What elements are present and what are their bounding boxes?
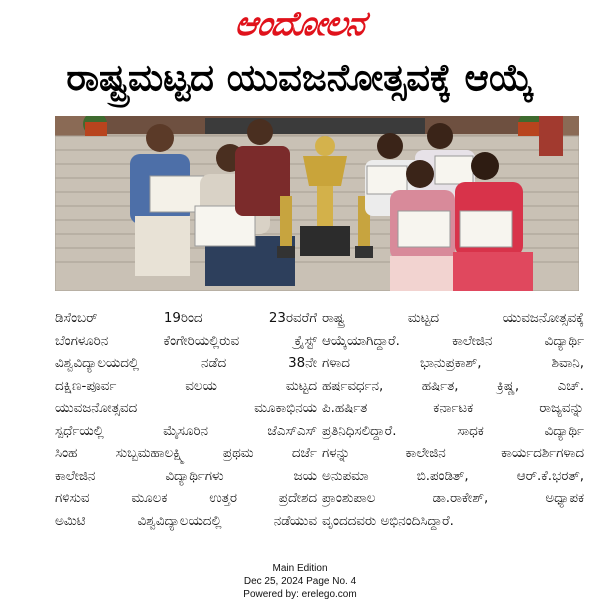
article-line: ದಕ್ಷಿಣ-ಪೂರ್ವ ವಲಯ ಮಟ್ಟದ bbox=[55, 378, 317, 394]
students-with-trophies-photo bbox=[55, 116, 579, 291]
article-column-left bbox=[55, 308, 317, 553]
article-photo bbox=[55, 116, 579, 291]
article-headline: ರಾಷ್ಟ್ರಮಟ್ಟದ ಯುವಜನೋತ್ಸವಕ್ಕೆ ಆಯ್ಕೆ bbox=[66, 56, 534, 99]
masthead-logo-text: ಆಂದೋಲನ bbox=[232, 4, 368, 44]
article-line: ವಿಶ್ವವಿದ್ಯಾಲಯದಲ್ಲಿ ನಡೆದ 38ನೇ bbox=[55, 356, 317, 371]
article-line: ಅಮಿಟಿ ವಿಶ್ವವಿದ್ಯಾಲಯದಲ್ಲಿ ನಡೆಯುವ bbox=[55, 513, 317, 529]
article-line: ರಾಷ್ಟ್ರ ಮಟ್ಟದ ಯುವಜನೋತ್ಸವಕ್ಕೆ bbox=[322, 311, 584, 326]
article-column-right bbox=[322, 308, 584, 553]
article-line: ಗಳಿಸುವ ಮೂಲಕ ಉತ್ತರ ಪ್ರದೇಶದ bbox=[55, 491, 317, 506]
article-line: ವೃಂದದವರು ಅಭಿನಂದಿಸಿದ್ದಾರೆ. bbox=[322, 513, 454, 529]
edition-label: Main Edition bbox=[272, 563, 328, 574]
article-line: ಸಿಂಹ ಸುಬ್ಬಮಹಾಲಕ್ಷ್ಮಿ ಪ್ರಥಮ ದರ್ಜೆ bbox=[55, 446, 317, 461]
article-line: ಡಿಸೆಂಬರ್ 19ರಿಂದ 23ರವರೆಗೆ bbox=[55, 311, 317, 326]
article-line: ಗಳನ್ನು ಕಾಲೇಜಿನ ಕಾರ್ಯದರ್ಶಿಗಳಾದ bbox=[322, 446, 584, 461]
article-line: ಯುವಜನೋತ್ಸವದ ಮೂಕಾಭಿನಯ bbox=[55, 401, 317, 416]
article-line: ಕಾಲೇಜಿನ ವಿದ್ಯಾರ್ಥಿಗಳು ಜಯ bbox=[55, 468, 317, 484]
article-line: ಬೆಂಗಳೂರಿನ ಕೆಂಗೇರಿಯಲ್ಲಿರುವ ಕ್ರೈಸ್ಟ್ bbox=[55, 333, 317, 349]
article-line: ಗಳಾದ ಭಾನುಪ್ರಕಾಶ್, ಶಿವಾನಿ, bbox=[322, 356, 584, 371]
date-page-label: Dec 25, 2024 Page No. 4 bbox=[243, 576, 357, 587]
article-line: ಹರ್ಷವರ್ಧನ, ಹರ್ಷಿತ, ಕ್ರಿಷ್ಣ, ಎಚ್. bbox=[322, 378, 584, 394]
article-line: ಪಿ.ಹರ್ಷಿತ ಕರ್ನಾಟಕ ರಾಜ್ಯವನ್ನು bbox=[322, 401, 584, 416]
article-line: ಪ್ರತಿನಿಧಿಸಲಿದ್ದಾರೆ. ಸಾಧಕ ವಿದ್ಯಾರ್ಥಿ bbox=[322, 423, 584, 439]
article-line: ಆಯ್ಕೆಯಾಗಿದ್ದಾರೆ. ಕಾಲೇಜಿನ ವಿದ್ಯಾರ್ಥಿ bbox=[322, 333, 584, 349]
article-line: ಅನುಪಮಾ ಬಿ.ಪಂಡಿತ್, ಆರ್.ಕೆ.ಭರತ್, bbox=[322, 468, 584, 484]
powered-by-label: Powered by: erelego.com bbox=[243, 589, 357, 600]
newspaper-masthead bbox=[0, 2, 600, 46]
article-line: ಪ್ರಾಂಶುಪಾಲ ಡಾ.ರಾಕೇಶ್, ಅಧ್ಯಾಪಕ bbox=[322, 491, 584, 506]
article-line: ಸ್ಪರ್ಧೆಯಲ್ಲಿ ಮೈಸೂರಿನ ಜೆಎಸ್‌ಎಸ್ bbox=[55, 423, 317, 439]
